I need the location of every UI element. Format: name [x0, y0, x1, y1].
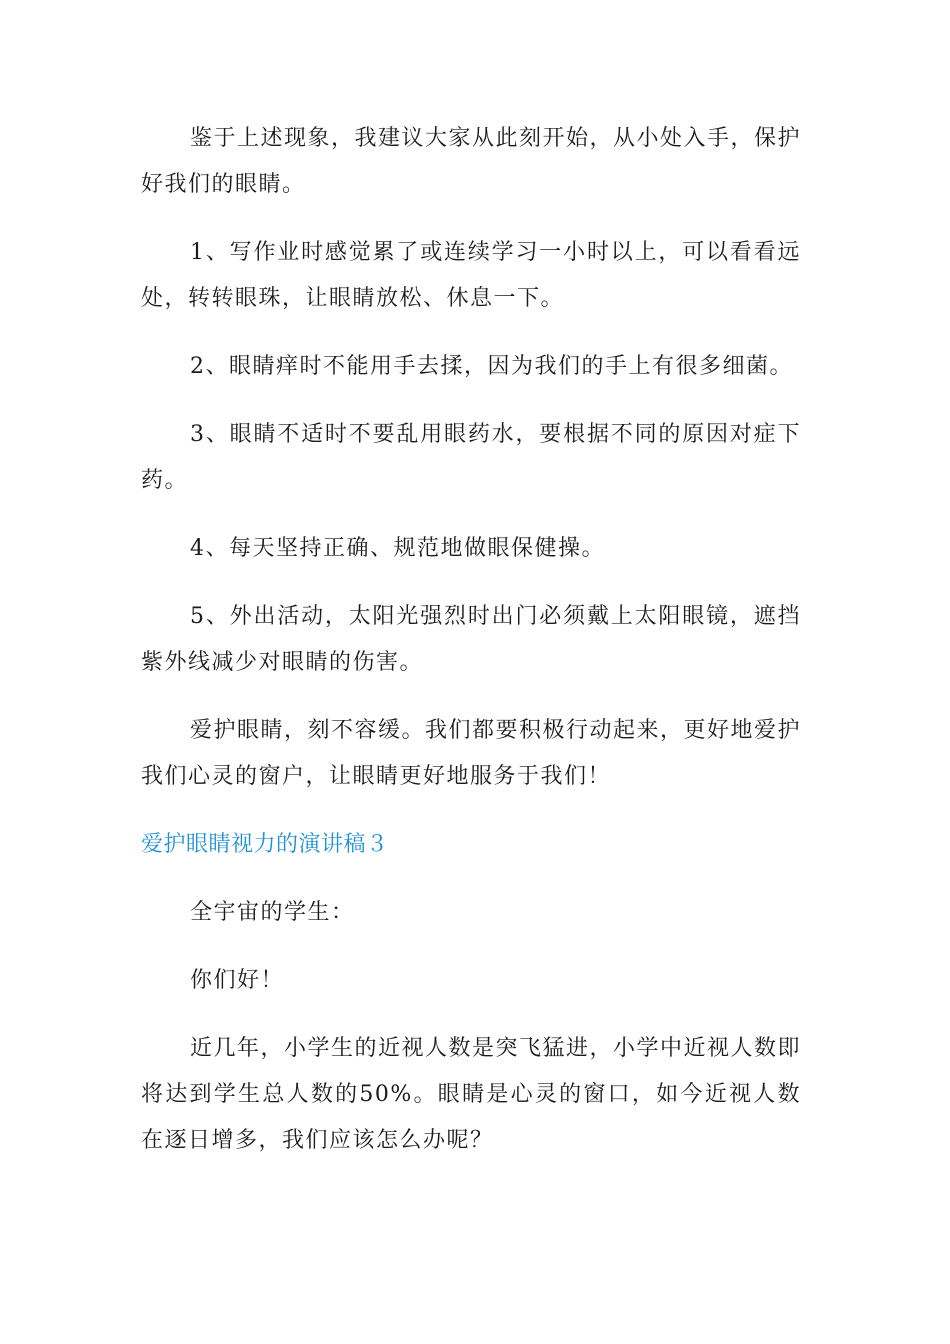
paragraph-conclusion: 爱护眼睛，刻不容缓。我们都要积极行动起来，更好地爱护我们心灵的窗户，让眼睛更好地服务于我们！: [141, 718, 802, 789]
paragraph-tip-3: 3、眼睛不适时不要乱用眼药水，要根据不同的原因对症下药。: [141, 422, 801, 493]
paragraph-greeting: 你们好！: [190, 968, 285, 993]
section-heading: 爱护眼睛视力的演讲稿３: [141, 832, 389, 857]
paragraph-intro: 鉴于上述现象，我建议大家从此刻开始，从小处入手，保护好我们的眼睛。: [141, 126, 802, 197]
paragraph-tip-2: 2、眼睛痒时不能用手去揉，因为我们的手上有很多细菌。: [190, 354, 793, 379]
paragraph-tip-4: 4、每天坚持正确、规范地做眼保健操。: [190, 536, 605, 561]
paragraph-salutation: 全宇宙的学生：: [190, 900, 355, 925]
paragraph-body: 近几年，小学生的近视人数是突飞猛进，小学中近视人数即将达到学生总人数的50%。眼睛是心灵的窗口，如今近视人数在逐日增多，我们应该怎么办呢？: [141, 1036, 802, 1153]
paragraph-tip-1: 1、写作业时感觉累了或连续学习一小时以上，可以看看远处，转转眼珠，让眼睛放松、休息一下。: [141, 240, 801, 311]
paragraph-tip-5: 5、外出活动，太阳光强烈时出门必须戴上太阳眼镜，遮挡紫外线减少对眼睛的伤害。: [141, 604, 801, 675]
document-body: [141, 116, 801, 1186]
